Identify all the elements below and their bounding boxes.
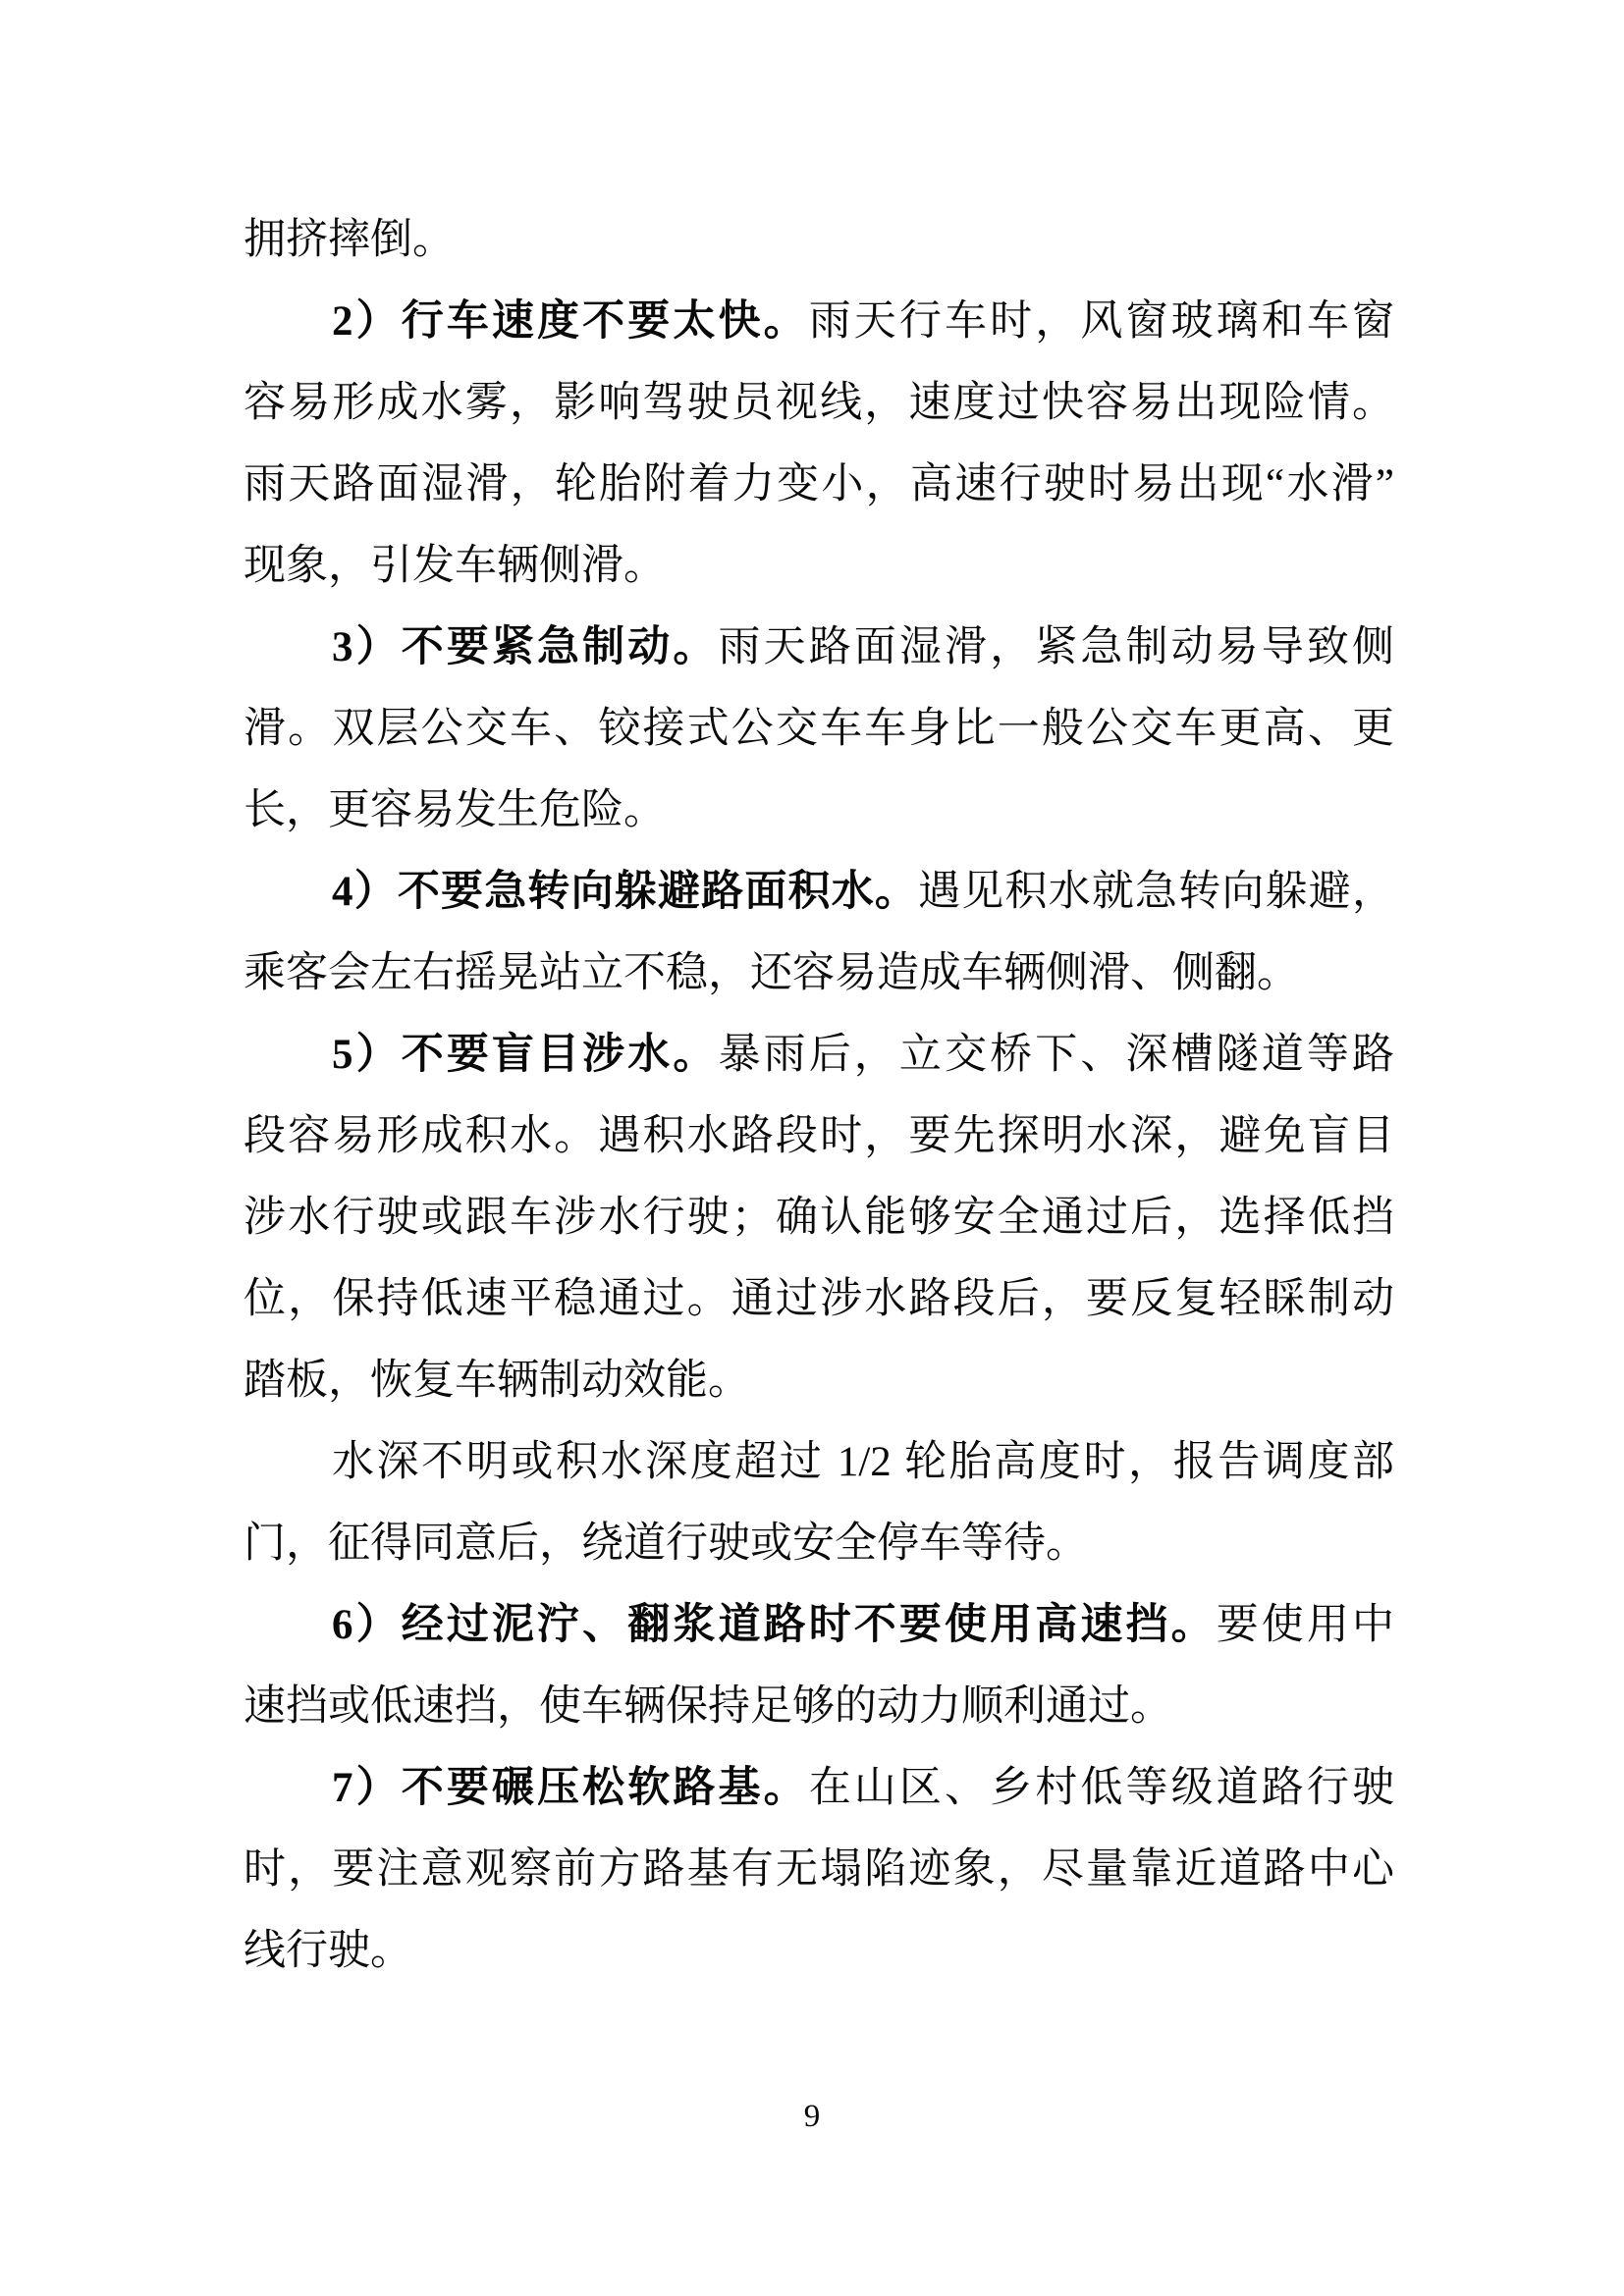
text-segment: 乘客会左右摇晃站立不稳，还容易造成车辆侧滑、侧翻。 xyxy=(244,950,1299,996)
text-line xyxy=(244,1340,1394,1421)
text-segment: 水深不明或积水深度超过 1/2 轮胎高度时，报告调度部 xyxy=(332,1439,1394,1485)
text-line xyxy=(244,1829,1394,1910)
text-line xyxy=(244,607,1394,688)
text-segment: 位，保持低速平稳通过。通过涉水路段后，要反复轻睬制动 xyxy=(244,1276,1394,1322)
text-segment: 滑。双层公交车、铰接式公交车车身比一般公交车更高、更 xyxy=(244,706,1394,752)
text-segment: 遇见积水就急转向躲避， xyxy=(918,869,1394,915)
body-text xyxy=(244,199,1394,1992)
text-line xyxy=(244,525,1394,607)
text-line xyxy=(244,1421,1394,1503)
text-segment: 暴雨后，立交桥下、深槽隧道等路 xyxy=(718,1032,1395,1078)
text-segment: 踏板，恢复车辆制动效能。 xyxy=(244,1358,750,1404)
text-segment: 段容易形成积水。遇积水路段时，要先探明水深，避免盲目 xyxy=(244,1113,1394,1159)
text-line xyxy=(244,1584,1394,1666)
text-line xyxy=(244,1666,1394,1747)
text-line xyxy=(244,1177,1394,1258)
text-segment: 门，征得同意后，绕道行驶或安全停车等待。 xyxy=(244,1521,1088,1567)
text-line xyxy=(244,851,1394,933)
text-line xyxy=(244,688,1394,770)
text-line xyxy=(244,199,1394,281)
text-line xyxy=(244,1095,1394,1177)
text-segment: 时，要注意观察前方路基有无塌陷迹象，尽量靠近道路中心 xyxy=(244,1846,1394,1893)
page-number: 9 xyxy=(803,2099,821,2134)
text-line xyxy=(244,281,1394,362)
heading-segment: 3）不要紧急制动。 xyxy=(332,624,719,670)
text-line xyxy=(244,1910,1394,1992)
text-segment: 涉水行驶或跟车涉水行驶；确认能够安全通过后，选择低挡 xyxy=(244,1195,1394,1241)
text-segment: 现象，引发车辆侧滑。 xyxy=(244,543,666,589)
heading-segment: 7）不要碾压松软路基。 xyxy=(332,1765,809,1811)
text-segment: 要使用中 xyxy=(1216,1602,1395,1648)
text-segment: 雨天行车时，风窗玻璃和车窗 xyxy=(808,298,1395,345)
text-segment: 速挡或低速挡，使车辆保持足够的动力顺利通过。 xyxy=(244,1683,1172,1730)
text-line xyxy=(244,1258,1394,1340)
text-line xyxy=(244,770,1394,851)
text-line xyxy=(244,444,1394,525)
heading-segment: 5）不要盲目涉水。 xyxy=(332,1032,719,1078)
text-line xyxy=(244,1503,1394,1584)
heading-segment: 2）行车速度不要太快。 xyxy=(332,298,809,345)
text-segment: 长，更容易发生危险。 xyxy=(244,787,666,833)
text-segment: 拥挤摔倒。 xyxy=(244,217,455,263)
text-segment: 雨天路面湿滑，轮胎附着力变小，高速行驶时易出现“水滑” xyxy=(244,461,1394,507)
text-segment: 在山区、乡村低等级道路行驶 xyxy=(808,1765,1395,1811)
text-line xyxy=(244,933,1394,1014)
text-segment: 雨天路面湿滑，紧急制动易导致侧 xyxy=(718,624,1395,670)
text-segment: 线行驶。 xyxy=(244,1928,412,1974)
text-line xyxy=(244,362,1394,444)
heading-segment: 6）经过泥泞、翻浆道路时不要使用高速挡。 xyxy=(332,1602,1217,1648)
heading-segment: 4）不要急转向躲避路面积水。 xyxy=(332,869,919,915)
text-line xyxy=(244,1747,1394,1829)
text-line xyxy=(244,1014,1394,1095)
text-segment: 容易形成水雾，影响驾驶员视线，速度过快容易出现险情。 xyxy=(244,380,1394,426)
